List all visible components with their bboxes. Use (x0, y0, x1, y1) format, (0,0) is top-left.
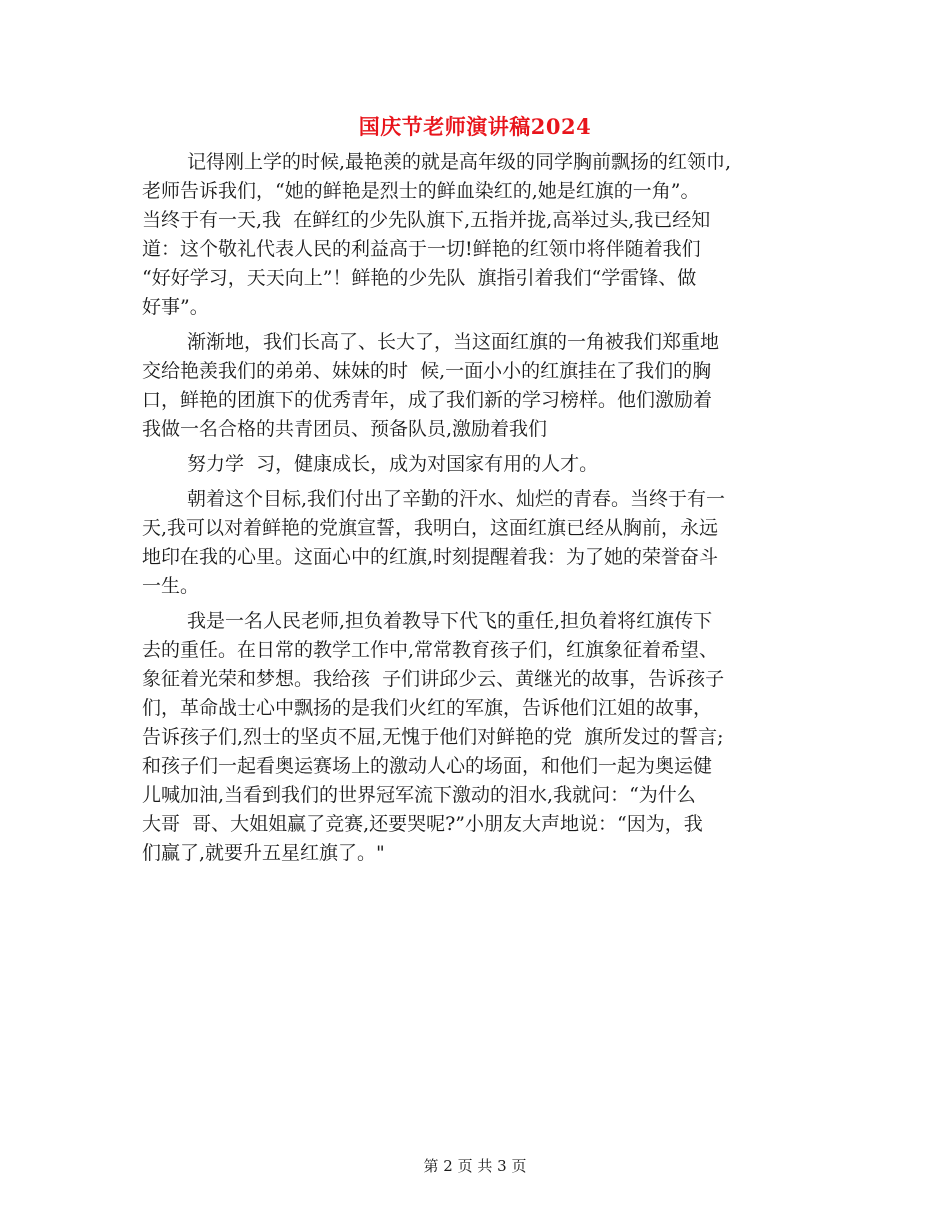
document-body (142, 148, 810, 868)
text-line: 渐渐地，我们长高了、长大了，当这面红旗的一角被我们郑重地 (187, 331, 720, 353)
document-title: 国庆节老师演讲稿2024 (358, 114, 592, 139)
text-line: 们，革命战士心中飘扬的是我们火红的军旗，告诉他们江姐的故事， (142, 697, 713, 719)
text-line: 去的重任。在日常的教学工作中,常常教育孩子们，红旗象征着希望、 (142, 639, 719, 661)
text-line: 道：这个敬礼代表人民的利益高于一切!鲜艳的红领巾将伴随着我们 (142, 238, 701, 260)
text-line: 象征着光荣和梦想。我给孩 子们讲邱少云、黄继光的故事，告诉孩子 (142, 668, 725, 690)
text-line: “好好学习，天天向上”！鲜艳的少先队 旗指引着我们“学雷锋、做 (142, 267, 697, 289)
text-line: 大哥 哥、大姐姐赢了竞赛,还要哭呢?”小朋友大声地说：“因为，我 (142, 813, 703, 835)
paragraph-2 (142, 328, 810, 444)
text-line: 朝着这个目标,我们付出了辛勤的汗水、灿烂的青春。当终于有一 (187, 488, 726, 510)
text-line: 口，鲜艳的团旗下的优秀青年，成了我们新的学习榜样。他们激励着 (142, 389, 713, 411)
text-line: 天,我可以对着鲜艳的党旗宣誓，我明白，这面红旗已经从胸前，永远 (142, 517, 719, 539)
text-line: 和孩子们一起看奥运赛场上的激动人心的场面，和他们一起为奥运健 (142, 755, 713, 777)
text-line: 老师告诉我们，“她的鲜艳是烈士的鲜血染红的,她是红旗的一角”。 (142, 180, 700, 202)
text-line: 好事”。 (142, 296, 209, 318)
text-line: 当终于有一天,我 在鲜红的少先队旗下,五指并拢,高举过头,我已经知 (142, 209, 711, 231)
text-line: 记得刚上学的时候,最艳羡的就是高年级的同学胸前飘扬的红领巾, (187, 151, 732, 173)
text-line: 努力学 习，健康成长，成为对国家有用的人才。 (187, 453, 599, 475)
text-line: 一生。 (142, 575, 200, 597)
text-line: 地印在我的心里。这面心中的红旗,时刻提醒着我：为了她的荣誉奋斗 (142, 546, 719, 568)
paragraph-3 (142, 450, 810, 479)
text-line: 我是一名人民老师,担负着教导下代飞的重任,担负着将红旗传下 (187, 610, 713, 632)
paragraph-4 (142, 485, 810, 601)
text-line: 我做一名合格的共青团员、预备队员,激励着我们 (142, 418, 548, 440)
page-number: 第 2 页 共 3 页 (423, 1157, 527, 1175)
text-line: 交给艳羡我们的弟弟、妹妹的时 候,一面小小的红旗挂在了我们的胸 (142, 360, 712, 382)
paragraph-5 (142, 607, 810, 868)
text-line: 告诉孩子们,烈士的坚贞不屈,无愧于他们对鲜艳的党 旗所发过的誓言; (142, 726, 724, 748)
text-line: 儿喊加油,当看到我们的世界冠军流下激动的泪水,我就问：“为什么 (142, 784, 696, 806)
paragraph-1 (142, 148, 810, 322)
text-line: 们赢了,就要升五星红旗了。" (142, 842, 385, 864)
